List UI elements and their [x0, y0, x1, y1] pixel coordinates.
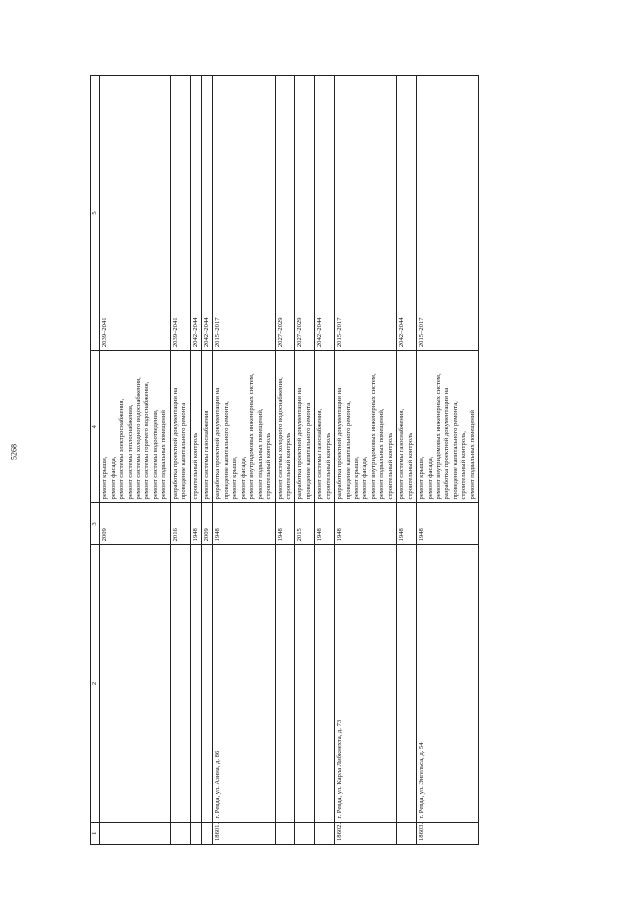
address-cell	[275, 545, 295, 822]
table-row	[275, 76, 295, 845]
works-cell	[213, 351, 275, 503]
work-item: разработка проектной документации на	[171, 387, 179, 500]
row-number-cell: 18602.	[335, 822, 397, 844]
header-cell: 5	[91, 76, 100, 351]
work-item: проведение капитального ремонта,	[222, 401, 230, 500]
period-cell: 2042–2044	[190, 76, 201, 351]
work-item: строительный контроль	[324, 432, 332, 500]
work-item: строительный контроль	[284, 432, 292, 500]
work-item: ремонт подвальных помещений	[468, 410, 476, 500]
row-number-cell	[295, 822, 315, 844]
address-cell: г. Ревда, ул. Азина, д. 86	[213, 545, 275, 822]
work-item: проведение капитального ремонта	[304, 402, 312, 500]
address-cell	[397, 545, 417, 822]
address-cell	[170, 545, 190, 822]
row-number-cell	[190, 822, 201, 844]
work-item: разработка проектной документации на	[443, 387, 451, 500]
year-cell: 1948	[190, 503, 201, 545]
works-cell	[295, 351, 315, 503]
period-cell: 2015–2017	[335, 76, 397, 351]
work-item: строительный контроль	[265, 432, 273, 500]
year-cell: 2009	[202, 503, 213, 545]
work-item: ремонт подвальных помещений,	[378, 408, 386, 500]
address-cell: г. Ревда, ул. Карла Либкнехта, д. 73	[335, 545, 397, 822]
work-item: ремонт фасада,	[239, 456, 247, 500]
header-row	[91, 76, 100, 845]
work-item: разработка проектной документации на	[214, 387, 222, 500]
row-number-cell	[100, 822, 171, 844]
works-cell	[202, 351, 213, 503]
work-item: ремонт крыши,	[418, 456, 426, 500]
year-cell: 1948	[275, 503, 295, 545]
address-cell	[100, 545, 171, 822]
work-item: проведение капитального ремонта	[180, 402, 188, 500]
work-item: строительный контроль,	[460, 431, 468, 500]
work-item: ремонт крыши,	[353, 456, 360, 500]
year-cell: 2016	[170, 503, 190, 545]
table-row	[190, 76, 201, 845]
table-row	[417, 76, 479, 845]
table-row	[170, 76, 190, 845]
table-row	[213, 76, 275, 845]
work-item: ремонт внутридомовых инженерных систем,	[434, 373, 442, 500]
work-item: ремонт системы холодного водоснабжения,	[276, 377, 284, 500]
address-cell	[190, 545, 201, 822]
table-row	[397, 76, 417, 845]
row-number-cell: 18601.	[213, 822, 275, 844]
table-row	[100, 76, 171, 845]
period-cell: 2015–2017	[417, 76, 479, 351]
work-item: ремонт системы газоснабжения	[203, 410, 210, 500]
work-item: строительный контроль	[406, 432, 414, 500]
work-item: ремонт подвальных помещений,	[256, 408, 264, 500]
work-item: ремонт системы электроснабжения,	[118, 398, 126, 500]
work-item: проведение капитального ремонта,	[344, 401, 352, 500]
work-item: разработка проектной документации на	[336, 387, 344, 500]
address-cell	[295, 545, 315, 822]
year-cell: 1948	[397, 503, 417, 545]
period-cell: 2042–2044	[315, 76, 335, 351]
period-cell: 2039–2041	[170, 76, 190, 351]
row-number-cell	[315, 822, 335, 844]
work-item: ремонт фасада,	[109, 456, 117, 500]
work-item: разработка проектной документации на	[296, 387, 304, 500]
year-cell: 1948	[315, 503, 335, 545]
period-cell: 2027–2029	[295, 76, 315, 351]
year-cell: 1948	[335, 503, 397, 545]
works-cell	[397, 351, 417, 503]
period-cell: 2015–2017	[213, 76, 275, 351]
work-item: ремонт системы теплоснабжения,	[126, 404, 134, 500]
table-body	[100, 76, 479, 845]
work-item: ремонт системы газоснабжения,	[398, 408, 406, 500]
works-cell	[315, 351, 335, 503]
repair-schedule-table	[90, 75, 479, 845]
table-row	[315, 76, 335, 845]
period-cell: 2042–2044	[397, 76, 417, 351]
works-cell	[417, 351, 479, 503]
row-number-cell	[170, 822, 190, 844]
period-cell: 2027–2029	[275, 76, 295, 351]
table-row	[295, 76, 315, 845]
header-cell: 1	[91, 822, 100, 844]
works-cell	[275, 351, 295, 503]
header-cell: 4	[91, 351, 100, 503]
work-item: ремонт фасада,	[426, 456, 434, 500]
row-number-cell	[275, 822, 295, 844]
work-item: ремонт системы водоотведения,	[151, 409, 159, 500]
work-item: ремонт системы газоснабжения,	[316, 408, 324, 500]
period-cell: 2039–2041	[100, 76, 171, 351]
year-cell: 1948	[213, 503, 275, 545]
row-number-cell	[202, 822, 213, 844]
year-cell: 2015	[295, 503, 315, 545]
work-item: ремонт крыши,	[231, 456, 239, 500]
table-row	[335, 76, 397, 845]
work-item: строительный контроль	[386, 432, 394, 500]
works-cell	[170, 351, 190, 503]
work-item: ремонт крыши,	[101, 456, 109, 500]
work-item: ремонт системы холодного водоснабжения,	[134, 377, 142, 500]
address-cell	[202, 545, 213, 822]
work-item: ремонт фасада,	[361, 456, 369, 500]
year-cell: 1948	[417, 503, 479, 545]
rotated-table-container	[90, 75, 632, 845]
table-row	[202, 76, 213, 845]
work-item: ремонт системы горячего водоснабжения,	[143, 381, 151, 500]
work-item: ремонт внутридомовых инженерных систем,	[248, 373, 256, 500]
address-cell: г. Ревда, ул. Энгельса, д. 54	[417, 545, 479, 822]
row-number-cell: 18603.	[417, 822, 479, 844]
works-cell	[100, 351, 171, 503]
works-cell	[190, 351, 201, 503]
work-item: строительный контроль	[191, 432, 199, 500]
page-number: 5268	[9, 444, 19, 460]
work-item: ремонт внутридомовых инженерных систем,	[369, 373, 377, 500]
header-cell: 3	[91, 503, 100, 545]
period-cell: 2042–2044	[202, 76, 213, 351]
year-cell: 2009	[100, 503, 171, 545]
header-cell: 2	[91, 545, 100, 822]
row-number-cell	[397, 822, 417, 844]
works-cell	[335, 351, 397, 503]
work-item: ремонт подвальных помещений	[160, 410, 168, 500]
address-cell	[315, 545, 335, 822]
work-item: проведение капитального ремонта,	[451, 401, 459, 500]
